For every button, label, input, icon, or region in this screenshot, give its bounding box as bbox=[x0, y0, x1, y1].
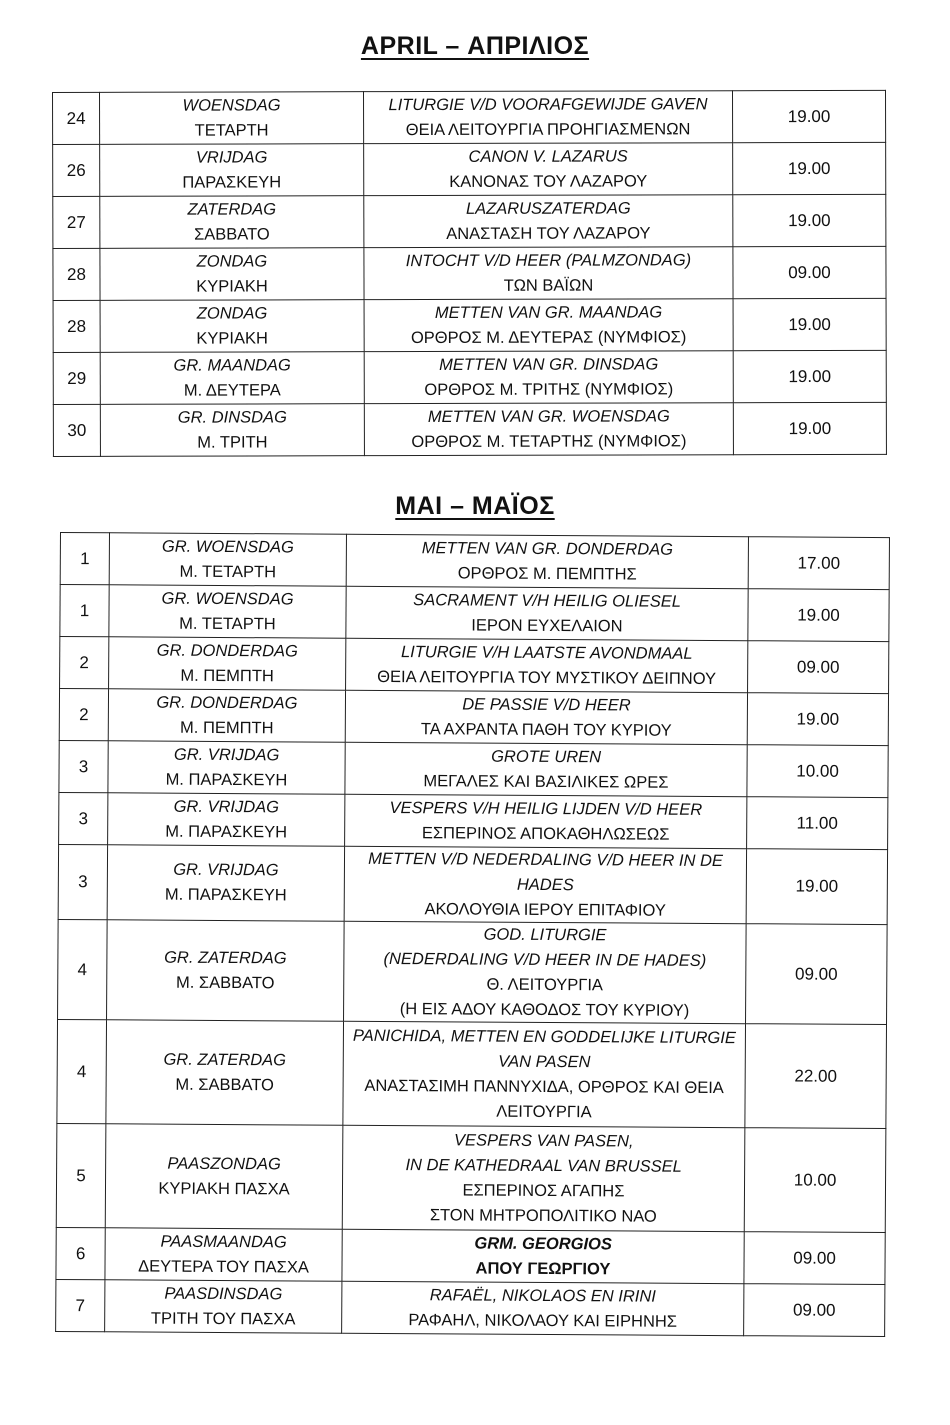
weekday-cell bbox=[100, 92, 364, 145]
service-cell bbox=[342, 1229, 744, 1283]
date-cell: 7 bbox=[56, 1280, 105, 1332]
weekday-line: Μ. ΠΑΡΑΣΚΕΥΗ bbox=[165, 770, 288, 789]
weekday-line: ΣΑΒΒΑΤΟ bbox=[194, 224, 270, 244]
date-cell: 3 bbox=[59, 792, 108, 844]
weekday-line: PAASDINSDAG bbox=[164, 1284, 283, 1304]
service-line: CANON V. LAZARUS bbox=[468, 147, 628, 166]
weekday-line: Μ. ΠΑΡΑΣΚΕΥΗ bbox=[164, 885, 287, 905]
service-cell bbox=[345, 690, 747, 744]
weekday-line: Μ. ΠΕΜΠΤΗ bbox=[180, 718, 274, 737]
time-cell: 19.00 bbox=[733, 402, 886, 454]
date-cell: 2 bbox=[60, 637, 109, 689]
service-cell bbox=[364, 91, 733, 144]
service-line: METTEN VAN GR. MAANDAG bbox=[434, 303, 663, 322]
weekday-line: GR. VRIJDAG bbox=[173, 745, 280, 765]
service-line: LAZARUSZATERDAG bbox=[465, 199, 631, 218]
service-cell bbox=[345, 742, 747, 796]
weekday-cell bbox=[100, 144, 364, 197]
service-line: ΛΕΙΤΟΥΡΓΙΑ bbox=[496, 1102, 592, 1121]
schedule-row bbox=[60, 637, 889, 694]
service-line: ΕΣΠΕΡΙΝΟΣ ΑΠΟΚΑΘΗΛΩΣΕΩΣ bbox=[421, 823, 670, 844]
date-cell: 24 bbox=[53, 92, 100, 144]
weekday-line: GR. MAANDAG bbox=[173, 356, 291, 375]
weekday-line: VRIJDAG bbox=[195, 148, 268, 167]
weekday-line: ΚΥΡΙΑΚΗ bbox=[196, 328, 268, 348]
time-cell: 19.00 bbox=[733, 194, 886, 246]
time-cell: 17.00 bbox=[748, 537, 889, 590]
time-cell: 09.00 bbox=[746, 924, 888, 1025]
service-line: GOD. LITURGIE bbox=[483, 925, 607, 945]
service-cell bbox=[342, 1281, 744, 1335]
service-line: IN DE KATHEDRAAL VAN BRUSSEL bbox=[405, 1156, 682, 1176]
date-cell: 1 bbox=[60, 585, 109, 637]
service-line: ΤΩΝ ΒΑΪΩΝ bbox=[503, 276, 594, 295]
service-line: RAFAËL, NIKOLAOS EN IRINI bbox=[429, 1286, 656, 1306]
service-cell bbox=[342, 1125, 745, 1231]
weekday-cell bbox=[108, 793, 345, 846]
schedule-row bbox=[58, 844, 887, 924]
time-cell: 19.00 bbox=[747, 693, 888, 746]
time-cell: 10.00 bbox=[744, 1128, 886, 1233]
schedule-row bbox=[59, 740, 888, 797]
date-cell: 6 bbox=[56, 1228, 105, 1280]
service-line: LITURGIE V/D VOORAFGEWIJDE GAVEN bbox=[388, 95, 708, 114]
schedule-row bbox=[53, 90, 886, 144]
service-line: ΙΕΡΟΝ ΕΥΧΕΛΑΙΟΝ bbox=[471, 616, 623, 635]
service-cell bbox=[364, 247, 733, 300]
time-cell: 19.00 bbox=[746, 849, 887, 925]
weekday-line: Μ. ΠΑΡΑΣΚΕΥΗ bbox=[165, 822, 288, 841]
weekday-line: Μ. ΠΕΜΠΤΗ bbox=[180, 666, 274, 685]
weekday-line: ZONDAG bbox=[196, 252, 268, 271]
weekday-cell bbox=[105, 1124, 343, 1229]
service-line: ΣΤΟΝ ΜΗΤΡΟΠΟΛΙΤΙΚΟ ΝΑΟ bbox=[429, 1205, 657, 1226]
service-line: INTOCHT V/D HEER (PALMZONDAG) bbox=[405, 251, 692, 270]
weekday-line: GR. VRIJDAG bbox=[173, 797, 280, 817]
service-line: ΘΕΙΑ ΛΕΙΤΟΥΡΓΙΑ ΤΟΥ ΜΥΣΤΙΚΟΥ ΔΕΙΠΝΟΥ bbox=[377, 667, 717, 688]
service-line: ΑΝΑΣΤΑΣΙΜΗ ΠΑΝΝΥΧΙΔΑ, ΟΡΘΡΟΣ ΚΑΙ ΘΕΙΑ bbox=[364, 1076, 724, 1097]
weekday-cell bbox=[106, 1020, 344, 1125]
weekday-cell bbox=[107, 845, 344, 922]
weekday-line: ΤΡΙΤΗ ΤΟΥ ΠΑΣΧΑ bbox=[150, 1309, 296, 1329]
weekday-cell bbox=[108, 741, 345, 794]
weekday-line: GR. WOENSDAG bbox=[161, 537, 294, 557]
date-cell: 4 bbox=[58, 920, 108, 1020]
time-cell: 19.00 bbox=[733, 142, 886, 194]
service-line: ΑΝΑΣΤΑΣΗ ΤΟΥ ΛΑΖΑΡΟΥ bbox=[446, 223, 651, 243]
weekday-cell bbox=[100, 404, 364, 457]
weekday-line: GR. DINSDAG bbox=[177, 408, 287, 427]
date-cell: 30 bbox=[53, 404, 100, 456]
schedule-row bbox=[59, 792, 888, 849]
time-cell: 09.00 bbox=[744, 1232, 885, 1285]
time-cell: 09.00 bbox=[748, 641, 889, 694]
time-cell: 10.00 bbox=[747, 745, 888, 798]
weekday-line: ZATERDAG bbox=[187, 200, 277, 219]
service-line: (Η ΕΙΣ ΑΔΟΥ ΚΑΘΟΔΟΣ ΤΟΥ ΚΥΡΙΟΥ) bbox=[399, 999, 690, 1020]
date-cell: 3 bbox=[58, 844, 107, 920]
service-line: METTEN VAN GR. WOENSDAG bbox=[427, 407, 670, 426]
schedule-row bbox=[58, 920, 888, 1025]
date-cell: 5 bbox=[56, 1124, 106, 1228]
service-line: ΜΕΓΑΛΕΣ ΚΑΙ ΒΑΣΙΛΙΚΕΣ ΩΡΕΣ bbox=[423, 771, 669, 792]
weekday-line: GR. DONDERDAG bbox=[156, 641, 298, 661]
weekday-line: PAASMAANDAG bbox=[160, 1232, 287, 1252]
service-line: ΑΚΟΛΟΥΘΙΑ ΙΕΡΟΥ ΕΠΙΤΑΦΙΟΥ bbox=[424, 899, 666, 920]
service-cell bbox=[345, 794, 747, 848]
service-line: GRM. GEORGIOS bbox=[474, 1234, 612, 1254]
weekday-cell bbox=[109, 585, 346, 638]
april-heading: APRIL – ΑΠΡΙΛΙΟΣ bbox=[360, 32, 590, 60]
service-line: METTEN VAN GR. DINSDAG bbox=[439, 355, 659, 374]
date-cell: 26 bbox=[53, 144, 100, 196]
schedule-row bbox=[53, 142, 886, 196]
time-cell: 19.00 bbox=[733, 350, 886, 402]
weekday-line: GR. ZATERDAG bbox=[164, 948, 287, 968]
weekday-line: Μ. ΣΑΒΒΑΤΟ bbox=[175, 973, 275, 993]
service-cell bbox=[364, 299, 733, 352]
service-line: ΘΕΙΑ ΛΕΙΤΟΥΡΓΙΑ ΠΡΟΗΓΙΑΣΜΕΝΩΝ bbox=[405, 119, 691, 139]
service-line: ΑΠΟΥ ΓΕΩΡΓΙΟΥ bbox=[475, 1259, 611, 1279]
date-cell: 27 bbox=[53, 196, 100, 248]
weekday-cell bbox=[100, 248, 364, 301]
weekday-cell bbox=[108, 689, 345, 742]
service-line: Θ. ΛΕΙΤΟΥΡΓΙΑ bbox=[486, 975, 604, 995]
service-line: HADES bbox=[516, 875, 574, 894]
service-line: ΚΑΝΟΝΑΣ ΤΟΥ ΛΑΖΑΡΟΥ bbox=[449, 171, 648, 191]
service-line: LITURGIE V/H LAATSTE AVONDMAAL bbox=[400, 642, 693, 663]
weekday-line: Μ. ΤΕΤΑΡΤΗ bbox=[179, 562, 277, 581]
weekday-line: GR. WOENSDAG bbox=[161, 589, 294, 609]
weekday-cell bbox=[105, 1228, 342, 1281]
may-schedule-table bbox=[55, 532, 890, 1337]
weekday-line: GR. DONDERDAG bbox=[156, 693, 298, 713]
service-line: ΕΣΠΕΡΙΝΟΣ ΑΓΑΠΗΣ bbox=[462, 1181, 625, 1201]
weekday-line: Μ. ΔΕΥΤΕΡΑ bbox=[183, 380, 281, 400]
weekday-cell bbox=[100, 196, 364, 249]
schedule-row bbox=[56, 1280, 885, 1337]
time-cell: 19.00 bbox=[733, 298, 886, 350]
weekday-line: GR. VRIJDAG bbox=[173, 861, 279, 880]
date-cell: 3 bbox=[59, 740, 108, 792]
schedule-row bbox=[57, 1020, 887, 1129]
weekday-line: PAASZONDAG bbox=[167, 1154, 281, 1174]
service-line: ΟΡΘΡΟΣ Μ. ΠΕΜΠΤΗΣ bbox=[457, 563, 637, 584]
service-line: GROTE UREN bbox=[491, 747, 602, 767]
service-cell bbox=[344, 846, 746, 924]
schedule-row bbox=[53, 246, 886, 300]
time-cell: 09.00 bbox=[744, 1284, 885, 1337]
schedule-row bbox=[53, 298, 886, 352]
service-cell bbox=[364, 143, 733, 196]
weekday-line: ΤΕΤΑΡΤΗ bbox=[194, 120, 269, 140]
service-cell bbox=[343, 1021, 746, 1127]
service-line: VAN PASEN bbox=[498, 1052, 591, 1072]
service-cell bbox=[364, 403, 733, 456]
schedule-row bbox=[56, 1228, 885, 1285]
service-line: ΟΡΘΡΟΣ Μ. ΤΡΙΤΗΣ (ΝΥΜΦΙΟΣ) bbox=[424, 379, 674, 399]
schedule-row bbox=[59, 689, 888, 746]
weekday-cell bbox=[100, 352, 364, 405]
date-cell: 2 bbox=[59, 689, 108, 741]
service-cell bbox=[364, 195, 733, 248]
weekday-line: ΚΥΡΙΑΚΗ bbox=[196, 276, 268, 296]
schedule-row bbox=[60, 533, 889, 590]
service-line: PANICHIDA, METTEN EN GODDELIJKE LITURGIE bbox=[352, 1027, 736, 1048]
time-cell: 11.00 bbox=[747, 797, 888, 850]
time-cell: 19.00 bbox=[748, 589, 889, 642]
service-line: METTEN VAN GR. DONDERDAG bbox=[421, 538, 674, 559]
date-cell: 28 bbox=[53, 300, 100, 352]
schedule-row bbox=[53, 350, 886, 404]
service-line: ΡΑΦΑΗΛ, ΝΙΚΟΛΑΟΥ ΚΑΙ ΕΙΡΗΝΗΣ bbox=[408, 1310, 678, 1331]
date-cell: 29 bbox=[53, 352, 100, 404]
date-cell: 4 bbox=[57, 1020, 107, 1124]
weekday-cell bbox=[100, 300, 364, 353]
service-cell bbox=[346, 534, 748, 588]
date-cell: 28 bbox=[53, 248, 100, 300]
schedule-row bbox=[60, 585, 889, 642]
weekday-line: WOENSDAG bbox=[182, 96, 281, 115]
service-line: VESPERS VAN PASEN, bbox=[454, 1131, 634, 1151]
weekday-cell bbox=[107, 920, 345, 1021]
service-line: METTEN V/D NEDERDALING V/D HEER IN DE bbox=[368, 849, 723, 871]
may-heading: ΜΑΙ – ΜΑΪΟΣ bbox=[395, 492, 555, 520]
service-cell bbox=[364, 351, 733, 404]
weekday-line: Μ. ΣΑΒΒΑΤΟ bbox=[175, 1075, 274, 1095]
service-line: SACRAMENT V/H HEILIG OLIESEL bbox=[413, 590, 682, 611]
weekday-line: ΠΑΡΑΣΚΕΥΗ bbox=[182, 172, 282, 192]
service-line: ΟΡΘΡΟΣ Μ. ΔΕΥΤΕΡΑΣ (ΝΥΜΦΙΟΣ) bbox=[410, 327, 687, 347]
time-cell: 09.00 bbox=[733, 246, 886, 298]
weekday-line: ΔΕΥΤΕΡΑ ΤΟΥ ΠΑΣΧΑ bbox=[138, 1257, 309, 1277]
april-schedule-table bbox=[52, 90, 887, 457]
weekday-line: GR. ZATERDAG bbox=[163, 1050, 287, 1070]
service-line: ΟΡΘΡΟΣ Μ. ΤΕΤΑΡΤΗΣ (ΝΥΜΦΙΟΣ) bbox=[411, 431, 687, 451]
weekday-cell bbox=[105, 1280, 342, 1333]
weekday-line: Μ. ΤΕΤΑΡΤΗ bbox=[179, 614, 276, 633]
service-line: VESPERS V/H HEILIG LIJDEN V/D HEER bbox=[389, 798, 703, 819]
time-cell: 19.00 bbox=[732, 90, 885, 142]
service-cell bbox=[346, 586, 748, 640]
schedule-row bbox=[56, 1124, 886, 1233]
weekday-cell bbox=[109, 637, 346, 690]
weekday-line: ZONDAG bbox=[196, 304, 268, 323]
service-cell bbox=[346, 638, 748, 692]
date-cell: 1 bbox=[60, 533, 109, 585]
weekday-line: ΚΥΡΙΑΚΗ ΠΑΣΧΑ bbox=[158, 1179, 290, 1199]
service-cell bbox=[344, 921, 747, 1023]
service-line: ΤΑ ΑΧΡΑΝΤΑ ΠΑΘΗ ΤΟΥ ΚΥΡΙΟΥ bbox=[420, 719, 672, 740]
schedule-row bbox=[53, 194, 886, 248]
weekday-cell bbox=[109, 533, 346, 586]
schedule-row bbox=[53, 402, 886, 456]
time-cell: 22.00 bbox=[745, 1024, 887, 1129]
service-line: DE PASSIE V/D HEER bbox=[462, 695, 631, 715]
weekday-line: Μ. ΤΡΙΤΗ bbox=[197, 432, 268, 452]
service-line: (NEDERDALING V/D HEER IN DE HADES) bbox=[383, 949, 707, 970]
